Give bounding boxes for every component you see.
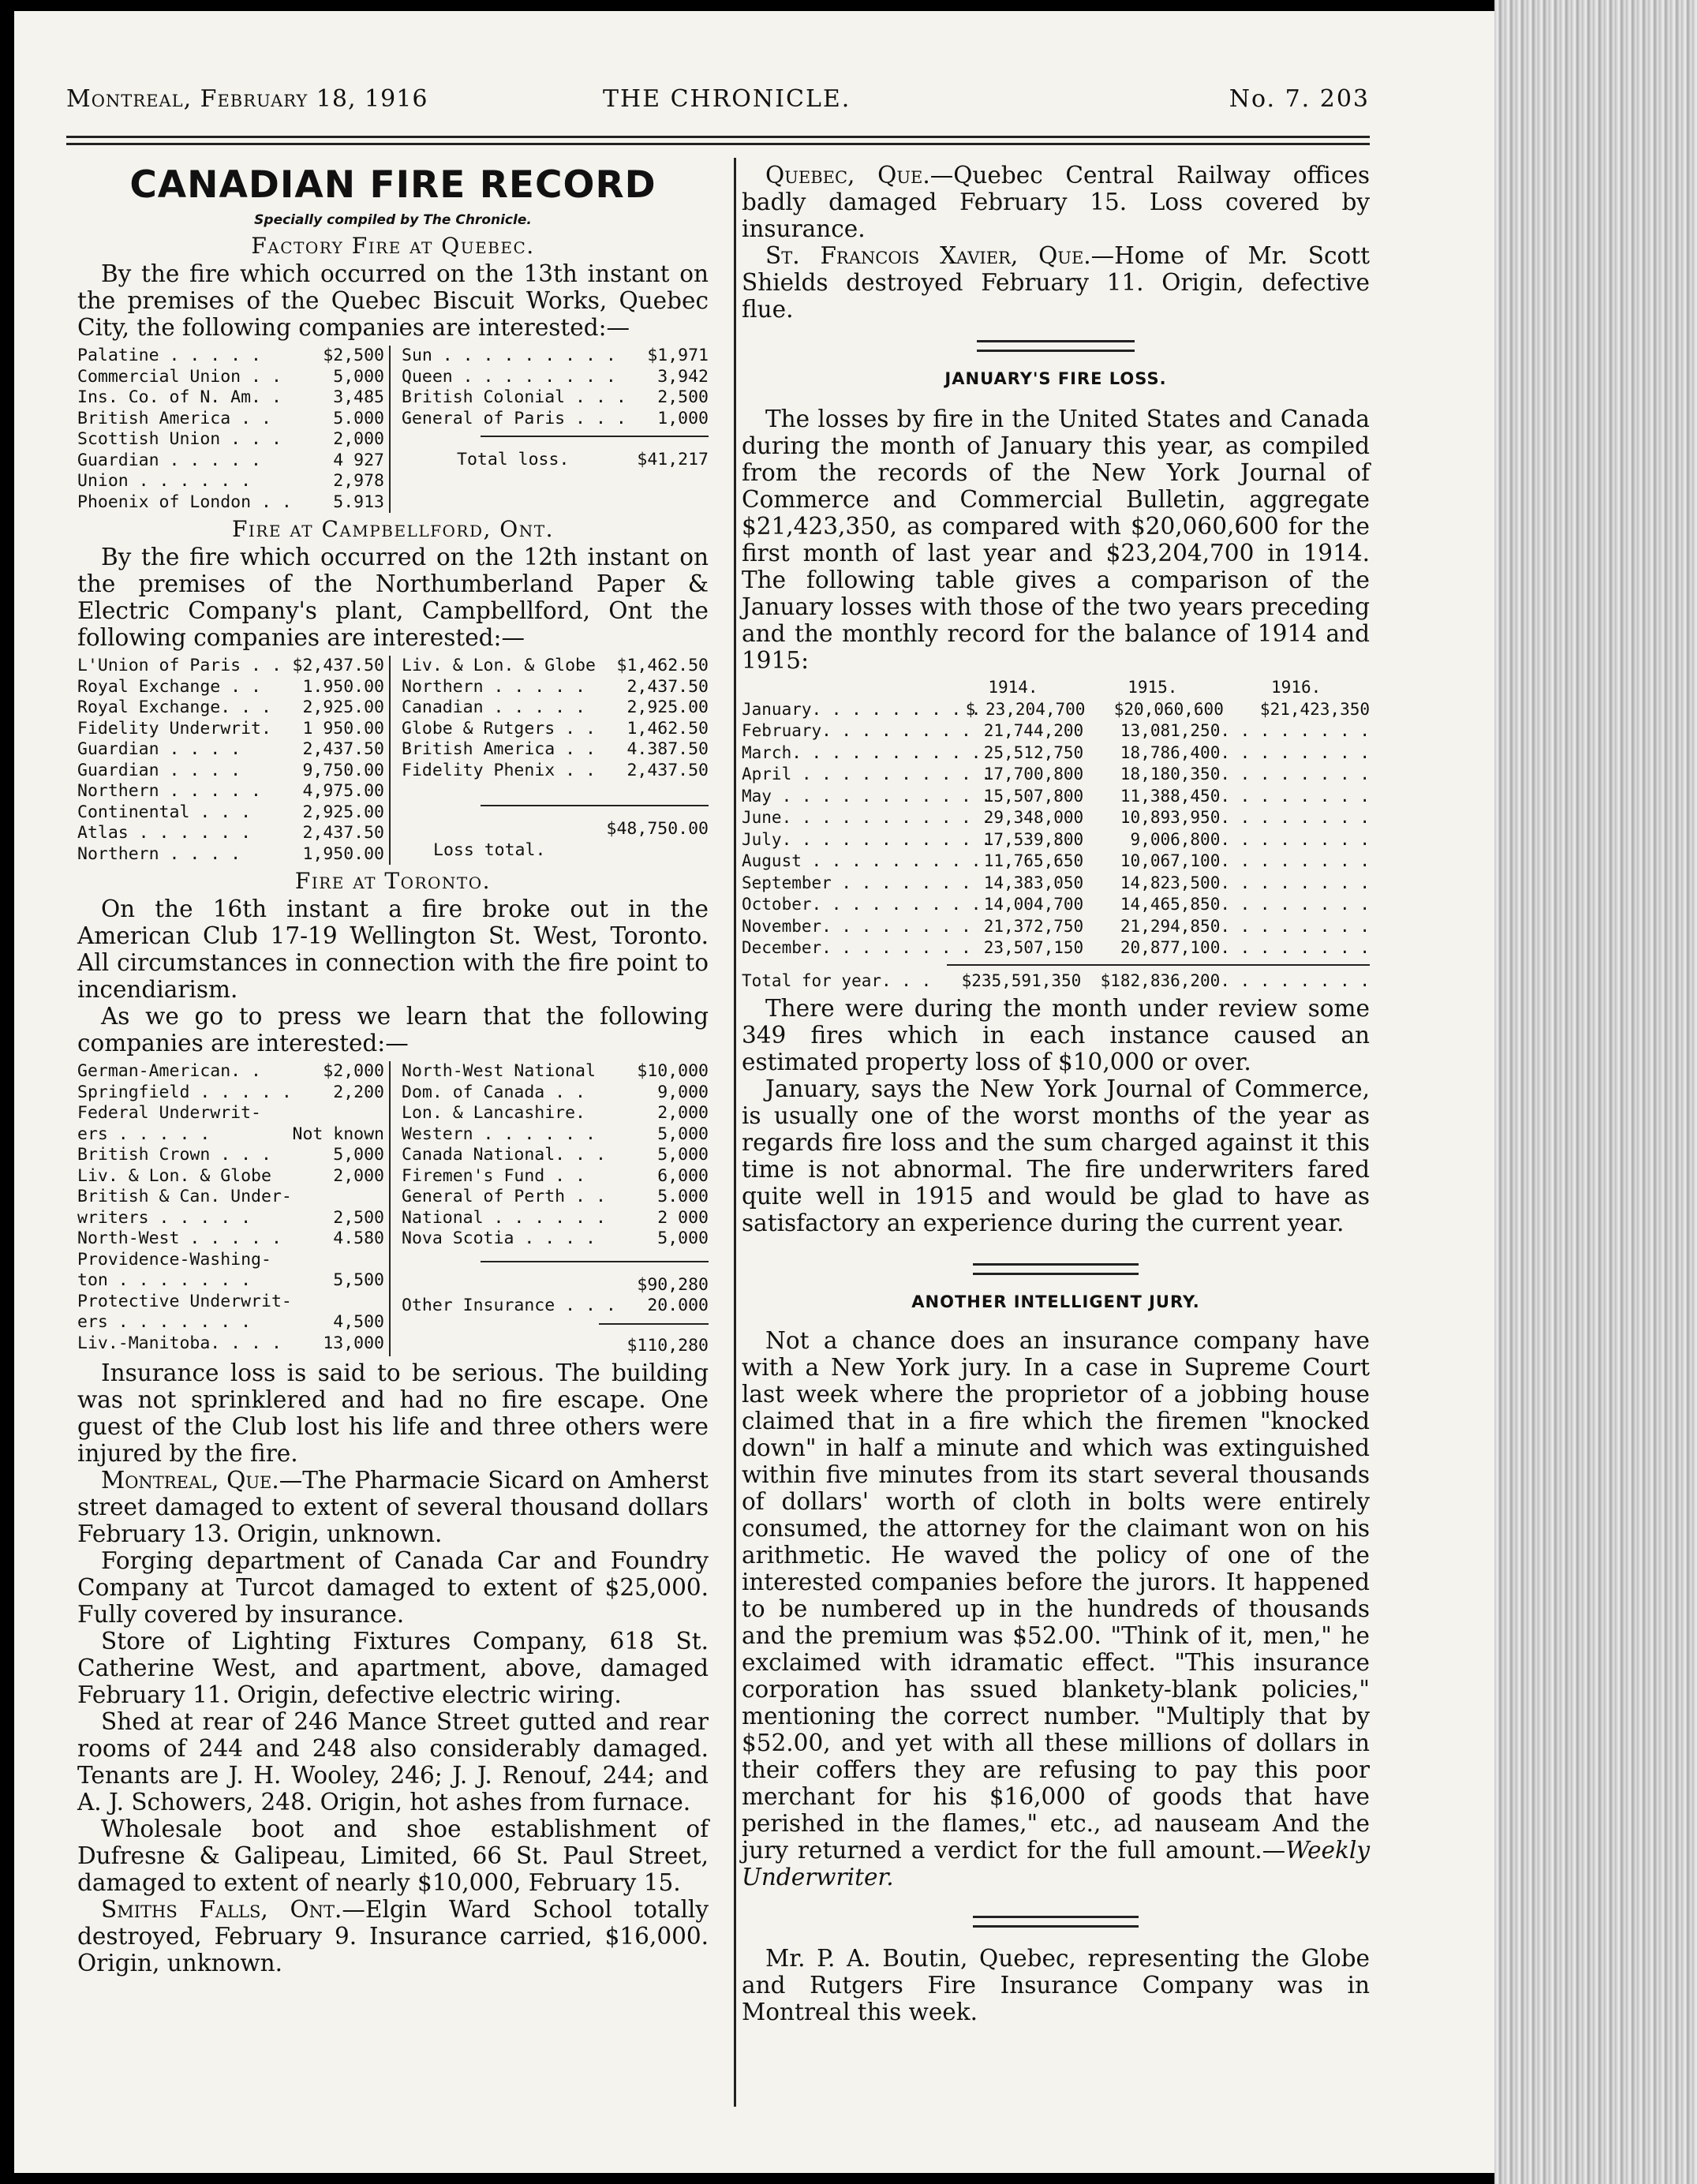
month-label: March. . . . . . . . . .: [742, 742, 982, 762]
campbellford-left-row: [77, 844, 384, 866]
quebec-heading: Factory Fire at Quebec.: [251, 233, 535, 259]
quebec-paragraph: By the fire which occurred on the 13th instant on the premises of the Quebec Biscuit Works, Quebec City, the following companies are interested:—: [77, 260, 709, 341]
quebec-right-amount: 3,942: [657, 366, 709, 387]
smiths-text: —Elgin Ward School totally destroyed, February 9. Insurance carried, $16,000. Origin, unknown.: [77, 1896, 709, 1976]
quebec-left-company: Ins. Co. of N. Am. .: [77, 387, 282, 407]
campbellford-sum-rule: [481, 805, 709, 816]
toronto-left-amount: 4.580: [333, 1228, 384, 1248]
toronto-left-row: [77, 1061, 384, 1083]
toronto-right-row: [402, 1061, 709, 1083]
campbellford-right-amount: 2,437.50: [626, 760, 709, 780]
value-1915: 14,823,500: [1120, 873, 1221, 892]
total-1915: $182,836,200: [1100, 970, 1221, 990]
month-label: December. . . . . . . .: [742, 938, 971, 957]
toronto-right-row: [402, 1187, 709, 1208]
paragraph-smiths-falls: [77, 1896, 709, 1976]
campbellford-right-row: [402, 761, 709, 782]
toronto-right-row: [402, 1083, 709, 1104]
value-1914: 23,507,150: [983, 938, 1084, 957]
value-1915: 18,786,400: [1120, 742, 1221, 762]
quebec-right-company: British Colonial . . .: [402, 387, 626, 407]
quebec-left-company: British America . .: [77, 408, 271, 428]
campbellford-left-amount: 1,950.00: [302, 843, 384, 864]
total-1916: . . . . . . . .: [1220, 970, 1370, 990]
campbellford-left-amount: $2,437.50: [292, 656, 384, 675]
toronto-right-amount: 2,000: [657, 1103, 709, 1123]
fire-loss-row: [742, 742, 1370, 765]
value-1916: . . . . . . . .: [1220, 829, 1370, 849]
campbellford-left-company: Guardian . . . .: [77, 739, 241, 759]
toronto-subtotal-row: [402, 1275, 709, 1296]
value-1916: . . . . . . . .: [1220, 938, 1370, 957]
quebec-table-left: [77, 346, 391, 513]
quebec-total-amount: $41,217: [637, 450, 709, 469]
toronto-right-row: [402, 1145, 709, 1166]
fire-loss-row: [742, 807, 1370, 829]
value-1914: 11,765,650: [983, 851, 1084, 870]
quebec-left-company: Guardian . . . . .: [77, 450, 261, 470]
value-1915: 13,081,250: [1120, 721, 1221, 740]
separator-double-rule-1: [977, 340, 1135, 352]
quebec-left-row: [77, 471, 384, 492]
campbellford-left-row: [77, 823, 384, 844]
toronto-right-row: [402, 1166, 709, 1187]
campbellford-total-amount-row: [402, 819, 709, 840]
value-1915: 14,465,850: [1120, 895, 1221, 914]
toronto-left-company: German-American. .: [77, 1061, 261, 1081]
value-1915: 10,893,950: [1120, 808, 1221, 827]
left-column: [77, 162, 709, 1976]
campbellford-left-amount: 2,437.50: [302, 823, 384, 843]
campbellford-left-amount: 1 950.00: [302, 718, 384, 739]
month-label: January. . . . . . . . .: [742, 699, 982, 719]
campbellford-right-amount: 2,437.50: [626, 676, 709, 697]
campbellford-left-company: Royal Exchange . .: [77, 676, 261, 697]
fire-loss-row: [742, 937, 1370, 959]
campbellford-right-row: [402, 739, 709, 761]
quebec-table-right: [391, 346, 709, 513]
value-1914: 21,744,200: [983, 721, 1084, 740]
month-label: June. . . . . . . . . . .: [742, 808, 992, 827]
value-1914: 17,700,800: [983, 765, 1084, 783]
campbellford-right-company: Globe & Rutgers . .: [402, 718, 596, 739]
campbellford-left-company: Royal Exchange. . .: [77, 697, 271, 717]
campbellford-left-row: [77, 697, 384, 719]
campbellford-right-row: [402, 656, 709, 677]
campbellford-left-amount: 2,925.00: [302, 697, 384, 717]
separator-double-rule-2: [973, 1263, 1139, 1275]
toronto-table-left: [77, 1061, 391, 1356]
right-column: [742, 162, 1370, 2025]
paragraph-january-journal: January, says the New York Journal of Commerce, is usually one of the worst months of the year as regards fire loss and the sum charged against it this time is not abnormal. The fire underwriters fared quite well in 1915 and would be glad to have as satisfactory an experience during the current year.: [742, 1075, 1370, 1236]
campbellford-right-company: Fidelity Phenix . .: [402, 760, 596, 780]
value-1915: 21,294,850: [1120, 916, 1221, 936]
campbellford-right-company: Liv. & Lon. & Globe: [402, 656, 596, 675]
quebec-right-amount: 1,000: [657, 408, 709, 428]
paragraph-insurance-loss: Insurance loss is said to be serious. The building was not sprinklered and had no fire escape. One guest of the Club lost his life and three others were injured by the fire.: [77, 1359, 709, 1467]
fire-loss-total-rule: [947, 964, 1370, 966]
separator-double-rule-3: [973, 1916, 1139, 1928]
quebec-left-row: [77, 492, 384, 514]
campbellford-left-company: Northern . . . . .: [77, 781, 261, 801]
value-1914: 29,348,000: [983, 808, 1084, 827]
toronto-right-row: [402, 1208, 709, 1229]
toronto-left-company: British Crown . . .: [77, 1145, 271, 1165]
value-1916: $21,423,350: [1259, 699, 1370, 719]
fire-loss-table: [742, 677, 1370, 992]
paragraph-shed: Shed at rear of 246 Mance Street gutted and rear rooms of 244 and 248 also considerably damaged. Tenants are J. H. Wooley, 246; J. J. Renouf, 244; and A. J. Schowers, 248. Origin, hot ashes from furnace.: [77, 1708, 709, 1816]
toronto-right-amount: 9,000: [657, 1082, 709, 1102]
total-1914: $235,591,350: [961, 970, 1082, 990]
month-label: February. . . . . . . .: [742, 721, 971, 740]
paragraph-montreal: [77, 1467, 709, 1547]
smiths-lead: Smiths Falls, Ont.: [101, 1896, 342, 1923]
value-1916: . . . . . . . .: [1220, 765, 1370, 783]
quebec-left-company: Phoenix of London . .: [77, 492, 292, 512]
toronto-total: $110,280: [626, 1335, 709, 1356]
toronto-right-company: Nova Scotia . . . .: [402, 1228, 596, 1248]
value-1914: 21,372,750: [983, 916, 1084, 936]
value-1915: 10,067,100: [1120, 851, 1221, 870]
month-label: November. . . . . . . .: [742, 916, 971, 936]
campbellford-left-company: Northern . . . .: [77, 843, 241, 864]
month-label: May . . . . . . . . . . .: [742, 786, 992, 806]
campbellford-left-amount: 9,750.00: [302, 760, 384, 780]
section-credit: Specially compiled by The Chronicle.: [254, 212, 532, 228]
montreal-text: —The Pharmacie Sicard on Amherst street damaged to extent of several thousand dollars February 13. Origin, unknown.: [77, 1467, 709, 1547]
header-date: Montreal, February 18, 1916: [66, 85, 428, 113]
quebec-right-amount: $1,971: [647, 346, 709, 365]
quebec-left-amount: 4 927: [333, 450, 384, 470]
quebec-right-row: [402, 346, 709, 367]
campbellford-right-amount: 1,462.50: [626, 718, 709, 739]
paragraph-349-fires: There were during the month under review some 349 fires which in each instance caused an estimated property loss of $10,000 or over.: [742, 995, 1370, 1075]
fire-loss-rows: [742, 699, 1370, 959]
value-1916: . . . . . . . .: [1220, 786, 1370, 806]
jury-source: Weekly Underwriter.: [742, 1837, 1370, 1890]
toronto-subtotal: $90,280: [637, 1274, 709, 1295]
campbellford-right-row: [402, 677, 709, 698]
value-1915: 20,877,100: [1120, 938, 1221, 957]
campbellford-right-company: British America . .: [402, 739, 596, 759]
toronto-left-amount: 2,500: [333, 1207, 384, 1228]
quebec-left-company: Union . . . . . .: [77, 471, 252, 491]
toronto-left-row: [77, 1124, 384, 1146]
toronto-right-row: [402, 1228, 709, 1250]
campbellford-right-company: Northern . . . . .: [402, 676, 585, 697]
month-label: September . . . . . . .: [742, 873, 971, 892]
paragraph-quebec-central: [742, 162, 1370, 242]
quebec-left-amount: 2,000: [333, 429, 384, 449]
campbellford-left-row: [77, 719, 384, 740]
stfrancois-text: —Home of Mr. Scott Shields destroyed February 11. Origin, defective flue.: [742, 242, 1371, 323]
quebec-lead: Quebec, Que.: [765, 162, 930, 189]
paragraph-store: Store of Lighting Fixtures Company, 618 St. Catherine West, and apartment, above, damaged February 11. Origin, defective electric wiring.: [77, 1628, 709, 1708]
toronto-right-company: Western . . . . . .: [402, 1124, 596, 1144]
quebec-right-row: [402, 387, 709, 409]
campbellford-table-left: [77, 656, 391, 865]
january-paragraph: The losses by fire in the United States and Canada during the month of January this year, as compiled from the records of the New York Journal of Commerce and Commercial Bulletin, aggregate $21,423,350, as compared with $20,060,600 for the first month of last year and $23,204,700 in 1914. The following table gives a comparison of the January losses with those of the two years preceding and the monthly record for the balance of 1914 and 1915:: [742, 406, 1370, 674]
toronto-left-company: British & Can. Under-: [77, 1187, 292, 1206]
quebec-right-company: Queen . . . . . . . .: [402, 366, 616, 387]
toronto-left-company: Protective Underwrit-: [77, 1291, 292, 1311]
quebec-left-company: Commercial Union . .: [77, 366, 282, 387]
toronto-left-company: writers . . . . .: [77, 1207, 252, 1228]
toronto-left-amount: $2,000: [323, 1061, 384, 1081]
value-1916: . . . . . . . .: [1220, 721, 1370, 740]
month-label: October. . . . . . . . .: [742, 895, 982, 914]
campbellford-left-row: [77, 677, 384, 698]
toronto-left-row: [77, 1333, 384, 1355]
running-header: [66, 85, 1370, 125]
quebec-left-row: [77, 451, 384, 472]
year-1915-header: 1915.: [1128, 678, 1178, 697]
toronto-right-company: North-West National: [402, 1061, 596, 1081]
fire-loss-row: [742, 873, 1370, 895]
toronto-right-amount: 5,000: [657, 1124, 709, 1144]
quebec-left-amount: 3,485: [333, 387, 384, 407]
quebec-companies-table: [77, 346, 709, 513]
toronto-left-company: ers . . . . .: [77, 1124, 211, 1144]
toronto-left-row: [77, 1083, 384, 1104]
toronto-left-row: [77, 1103, 384, 1124]
quebec-right-row: [402, 409, 709, 430]
toronto-left-amount: 2,200: [333, 1082, 384, 1102]
campbellford-right-rows: [402, 656, 709, 781]
toronto-left-row: [77, 1292, 384, 1313]
toronto-left-row: [77, 1187, 384, 1208]
campbellford-left-row: [77, 781, 384, 802]
toronto-left-company: ers . . . . . . .: [77, 1312, 252, 1332]
month-label: April . . . . . . . . . .: [742, 765, 992, 783]
paragraph-st-francois: [742, 242, 1370, 323]
toronto-left-amount: 5,000: [333, 1145, 384, 1165]
toronto-left-row: [77, 1145, 384, 1166]
quebec-left-amount: 2,978: [333, 471, 384, 491]
value-1916: . . . . . . . .: [1220, 851, 1370, 870]
paragraph-wholesale: Wholesale boot and shoe establishment of Dufresne & Galipeau, Limited, 66 St. Paul Street, damaged to extent of nearly $10,000, February 15.: [77, 1816, 709, 1896]
toronto-other-amount: 20.000: [647, 1296, 709, 1315]
campbellford-left-row: [77, 802, 384, 824]
toronto-sum-rule: [481, 1261, 709, 1272]
toronto-left-row: [77, 1250, 384, 1271]
toronto-right-row: [402, 1103, 709, 1124]
quebec-left-company: Scottish Union . . .: [77, 429, 282, 449]
toronto-right-company: General of Perth . .: [402, 1187, 606, 1206]
toronto-total-row: [402, 1336, 709, 1357]
jury-text: Not a chance does an insurance company have with a New York jury. In a case in Supreme Court last week where the proprietor of a jobbing house claimed that in a fire which the firemen "knocked down" in half a minute and which was extinguished within five minutes from its start several thousands of dollars' worth of cloth in bolts were entirely consumed, the attorney for the claimant won on his arithmetic. He waved the policy of one of the interested companies before the jurors. It happened to be numbered up in the hundreds of thousands and the premium was $52.00. "Think of it, men," he exclaimed with idramatic effect. "This insurance corporation has ssued blankety-blank policies," mentioning the correct number. "Multiply that by $52.00, and yet with all these millions of dollars in their coffers they are refusing to pay this poor merchant for his $16,000 of goods that have perished in the flames," etc., ad nauseam And the jury returned a verdict for the full amount.—: [742, 1327, 1370, 1864]
column-divider: [734, 158, 736, 2107]
year-1916-header: 1916.: [1271, 678, 1322, 697]
montreal-lead: Montreal, Que.: [101, 1467, 279, 1494]
campbellford-left-company: Guardian . . . .: [77, 760, 241, 780]
quebec-right-row: [402, 367, 709, 388]
toronto-left-row: [77, 1166, 384, 1187]
fire-loss-row: [742, 894, 1370, 916]
fire-loss-row: [742, 851, 1370, 873]
toronto-right-amount: 6,000: [657, 1165, 709, 1186]
toronto-left-company: Providence-Washing-: [77, 1249, 271, 1270]
campbellford-left-company: Atlas . . . . . .: [77, 823, 252, 843]
value-1914: 14,383,050: [983, 873, 1084, 892]
campbellford-left-row: [77, 739, 384, 761]
value-1915: 11,388,450: [1120, 786, 1221, 806]
quebec-left-row: [77, 387, 384, 409]
toronto-right-amount: 5,000: [657, 1145, 709, 1165]
header-rule-bottom: [66, 143, 1370, 145]
fire-loss-row: [742, 829, 1370, 851]
campbellford-paragraph: By the fire which occurred on the 12th instant on the premises of the Northumberland Paper & Electric Company's plant, Campbellford, Ont the following companies are interested:—: [77, 544, 709, 651]
campbellford-total-label-row: [402, 840, 709, 862]
campbellford-companies-table: [77, 656, 709, 865]
section-title: CANADIAN FIRE RECORD: [129, 163, 656, 207]
campbellford-left-company: Continental . . .: [77, 802, 252, 822]
toronto-left-company: Federal Underwrit-: [77, 1103, 261, 1123]
quebec-total-row: [402, 450, 709, 471]
quebec-right-amount: 2,500: [657, 387, 709, 407]
january-heading: JANUARY'S FIRE LOSS.: [944, 369, 1167, 388]
quebec-left-amount: 5.913: [333, 492, 384, 512]
toronto-right-amount: 5.000: [657, 1187, 709, 1206]
toronto-left-company: Liv.-Manitoba. . . .: [77, 1333, 282, 1353]
toronto-right-amount: $10,000: [637, 1061, 709, 1081]
toronto-right-company: Dom. of Canada . .: [402, 1082, 585, 1102]
quebec-right-company: General of Paris . . .: [402, 408, 626, 428]
jury-paragraph: [742, 1327, 1370, 1890]
campbellford-left-amount: 1.950.00: [302, 676, 384, 697]
toronto-left-amount: 5,500: [333, 1270, 384, 1290]
stfrancois-lead: St. Francois Xavier, Que.: [765, 242, 1091, 269]
month-label: July. . . . . . . . . . .: [742, 829, 992, 849]
campbellford-left-amount: 2,437.50: [302, 739, 384, 759]
campbellford-total-amount: $48,750.00: [606, 819, 709, 839]
fire-loss-row: [742, 720, 1370, 742]
campbellford-left-company: L'Union of Paris . .: [77, 656, 282, 675]
quebec-left-row: [77, 346, 384, 367]
fire-loss-row: [742, 916, 1370, 938]
value-1914: 25,512,750: [983, 742, 1084, 762]
toronto-heading: Fire at Toronto.: [294, 868, 492, 894]
toronto-right-company: Lon. & Lancashire.: [402, 1103, 585, 1123]
quebec-left-row: [77, 367, 384, 388]
campbellford-right-company: Canadian . . . . .: [402, 697, 585, 717]
campbellford-right-amount: 4.387.50: [626, 739, 709, 759]
month-label: August . . . . . . . . .: [742, 851, 982, 870]
value-1916: . . . . . . . .: [1220, 873, 1370, 892]
toronto-right-row: [402, 1124, 709, 1146]
campbellford-right-row: [402, 719, 709, 740]
toronto-left-company: ton . . . . . . .: [77, 1270, 252, 1290]
quebec-left-amount: 5.000: [333, 408, 384, 428]
jury-heading: ANOTHER INTELLIGENT JURY.: [911, 1292, 1200, 1311]
quebec-total-label: Total loss.: [457, 450, 570, 469]
campbellford-right-amount: $1,462.50: [616, 656, 709, 675]
page-edge-stack: [1494, 0, 1698, 2184]
value-1914: 17,539,800: [983, 829, 1084, 849]
campbellford-heading: Fire at Campbellford, Ont.: [231, 516, 554, 542]
toronto-right-company: Canada National. . .: [402, 1145, 606, 1165]
toronto-left-amount: Not known: [292, 1124, 384, 1144]
value-1915: $20,060,600: [1113, 699, 1224, 719]
quebec-left-amount: 5,000: [333, 366, 384, 387]
quebec-right-rows: [402, 346, 709, 429]
value-1916: . . . . . . . .: [1220, 895, 1370, 914]
toronto-right-company: National . . . . . .: [402, 1207, 606, 1228]
toronto-left-amount: 4,500: [333, 1312, 384, 1332]
fire-loss-table-header: [742, 677, 1370, 699]
header-issue-page: No. 7. 203: [1229, 85, 1370, 113]
quebec-text: —Quebec Central Railway offices badly damaged February 15. Loss covered by insurance.: [742, 162, 1370, 242]
fire-loss-total-row: [742, 970, 1370, 993]
toronto-paragraph-1: On the 16th instant a fire broke out in the American Club 17-19 Wellington St. West, Toronto. All circumstances in connection with the fire point to incendiarism.: [77, 896, 709, 1003]
value-1916: . . . . . . . .: [1220, 742, 1370, 762]
campbellford-left-row: [77, 656, 384, 677]
toronto-other-label: Other Insurance . . .: [402, 1296, 616, 1315]
value-1916: . . . . . . . .: [1220, 808, 1370, 827]
fire-loss-row: [742, 764, 1370, 786]
fire-loss-row: [742, 786, 1370, 808]
quebec-left-row: [77, 429, 384, 451]
quebec-left-row: [77, 409, 384, 430]
paragraph-forging: Forging department of Canada Car and Foundry Company at Turcot damaged to extent of $25,000. Fully covered by insurance.: [77, 1547, 709, 1628]
quebec-sum-rule: [481, 436, 709, 447]
header-title: THE CHRONICLE.: [603, 85, 851, 113]
year-1914-header: 1914.: [988, 678, 1038, 697]
toronto-left-row: [77, 1312, 384, 1333]
toronto-paragraph-2: As we go to press we learn that the following companies are interested:—: [77, 1003, 709, 1056]
toronto-table-right: [391, 1061, 709, 1356]
toronto-other-row: [402, 1296, 709, 1317]
toronto-left-amount: 13,000: [323, 1333, 384, 1353]
value-1914: $ 23,204,700: [965, 699, 1086, 719]
toronto-left-row: [77, 1228, 384, 1250]
quebec-right-company: Sun . . . . . . . . .: [402, 346, 616, 365]
campbellford-left-amount: 4,975.00: [302, 781, 384, 801]
toronto-companies-table: [77, 1061, 709, 1356]
total-label: Total for year. . .: [742, 970, 932, 990]
fire-loss-row: [742, 699, 1370, 721]
campbellford-left-row: [77, 761, 384, 782]
value-1914: 15,507,800: [983, 786, 1084, 806]
toronto-left-company: Liv. & Lon. & Globe: [77, 1165, 271, 1186]
campbellford-right-row: [402, 697, 709, 719]
value-1916: . . . . . . . .: [1220, 916, 1370, 936]
toronto-right-amount: 5,000: [657, 1228, 709, 1248]
toronto-left-row: [77, 1208, 384, 1229]
campbellford-left-amount: 2,925.00: [302, 802, 384, 822]
toronto-right-rows: [402, 1061, 709, 1250]
toronto-left-amount: 2,000: [333, 1165, 384, 1186]
toronto-left-company: North-West . . . . .: [77, 1228, 282, 1248]
value-1915: 18,180,350: [1120, 765, 1221, 783]
toronto-right-amount: 2 000: [657, 1207, 709, 1228]
header-rule-top: [66, 136, 1370, 138]
toronto-total-rule: [599, 1323, 709, 1334]
toronto-right-company: Firemen's Fund . .: [402, 1165, 585, 1186]
paragraph-boutin: Mr. P. A. Boutin, Quebec, representing the Globe and Rutgers Fire Insurance Company was in Montreal this week.: [742, 1945, 1370, 2025]
quebec-left-amount: $2,500: [323, 346, 384, 365]
campbellford-total-label: Loss total.: [433, 840, 546, 860]
value-1915: 9,006,800: [1130, 829, 1221, 849]
toronto-left-row: [77, 1270, 384, 1292]
campbellford-left-company: Fidelity Underwrit.: [77, 718, 271, 739]
toronto-left-company: Springfield . . . . .: [77, 1082, 292, 1102]
campbellford-table-right: [391, 656, 709, 865]
campbellford-right-amount: 2,925.00: [626, 697, 709, 717]
value-1914: 14,004,700: [983, 895, 1084, 914]
quebec-left-company: Palatine . . . . .: [77, 346, 261, 365]
